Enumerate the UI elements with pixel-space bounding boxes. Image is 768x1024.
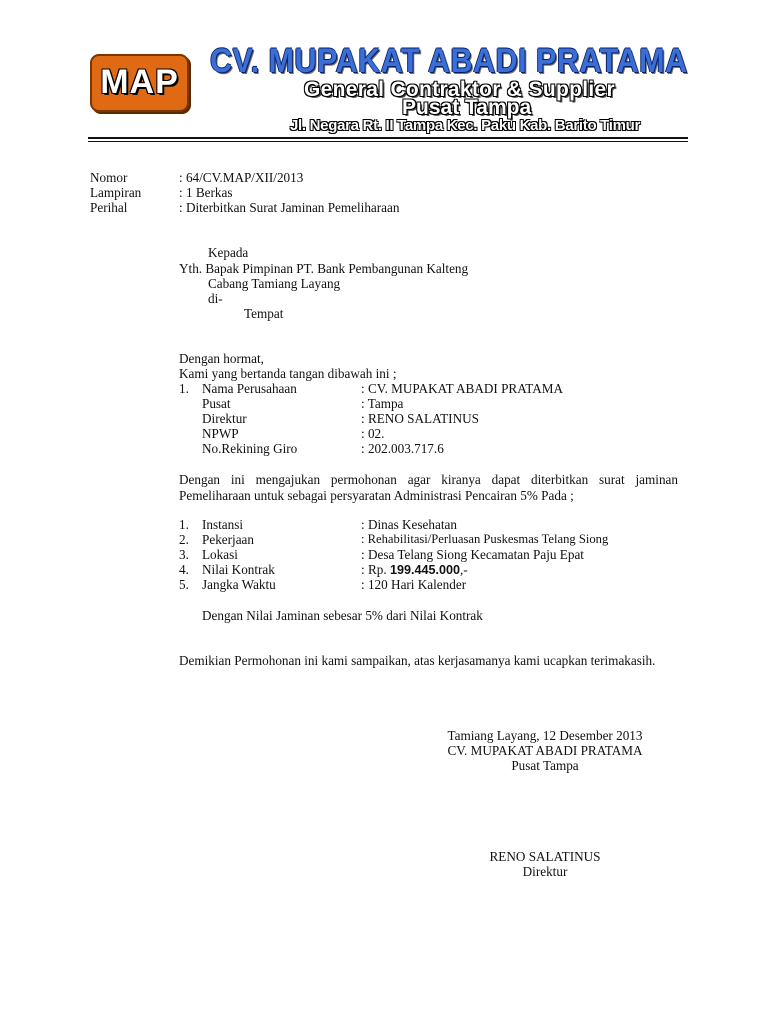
detail-label: Pusat xyxy=(202,396,231,411)
project-num: 4. xyxy=(179,562,189,577)
contract-value-suffix: ,- xyxy=(460,562,468,577)
project-num: 2. xyxy=(179,532,189,547)
contract-value xyxy=(361,562,468,578)
field-value-perihal: : Diterbitkan Surat Jaminan Pemeliharaan xyxy=(179,200,400,215)
addressee-cabang: Cabang Tamiang Layang xyxy=(208,276,341,291)
detail-label: NPWP xyxy=(202,426,239,441)
project-label: Jangka Waktu xyxy=(202,577,276,592)
detail-value: : CV. MUPAKAT ABADI PRATAMA xyxy=(361,381,564,396)
project-num: 3. xyxy=(179,547,189,562)
signature-branch: Pusat Tampa xyxy=(511,758,579,773)
project-value: : Rehabilitasi/Perluasan Puskesmas Telang Siong xyxy=(361,532,609,546)
addressee-di: di- xyxy=(208,291,223,306)
letterhead-rule-thick xyxy=(88,137,688,139)
detail-value: : 02. xyxy=(361,426,385,441)
guarantee-line: Dengan Nilai Jaminan sebesar 5% dari Nilai Kontrak xyxy=(202,608,483,623)
field-label-perihal: Perihal xyxy=(90,200,128,215)
company-address: Jl. Negara Rt. II Tampa Kec. Paku Kab. Barito Timur xyxy=(290,117,641,134)
field-value-nomor: : 64/CV.MAP/XII/2013 xyxy=(179,170,304,185)
signatory-name: RENO SALATINUS xyxy=(489,849,601,864)
detail-value: : 202.003.717.6 xyxy=(361,441,444,456)
detail-value: : RENO SALATINUS xyxy=(361,411,479,426)
field-label-lampiran: Lampiran xyxy=(90,185,142,200)
logo-text: MAP xyxy=(100,63,179,101)
greeting: Dengan hormat, xyxy=(179,351,264,366)
closing-paragraph: Demikian Permohonan ini kami sampaikan, atas kerjasamanya kami ucapkan terimakasih. xyxy=(179,653,656,668)
detail-label: Nama Perusahaan xyxy=(202,381,297,396)
field-value-lampiran: : 1 Berkas xyxy=(179,185,233,200)
request-paragraph: Dengan ini mengajukan permohonan agar kiranya dapat diterbitkan surat jaminan Pemeliharaan untuk sebagai persyaratan Administrasi Pencairan 5% Pada ; xyxy=(179,472,678,503)
field-label-nomor: Nomor xyxy=(90,170,128,185)
signatory-title: Direktur xyxy=(522,864,568,879)
detail-value: : Tampa xyxy=(361,396,404,411)
detail-label: No.Rekining Giro xyxy=(202,441,298,456)
contract-value-amount: 199.445.000 xyxy=(389,563,460,577)
addressee-tempat: Tempat xyxy=(244,306,284,321)
intro-line: Kami yang bertanda tangan dibawah ini ; xyxy=(179,366,397,381)
company-branch: Pusat Tampa xyxy=(402,96,532,119)
project-value: : Dinas Kesehatan xyxy=(361,517,457,532)
detail-num: 1. xyxy=(179,381,189,396)
signature-place-date: Tamiang Layang, 12 Desember 2013 xyxy=(447,728,643,743)
project-value: : Desa Telang Siong Kecamatan Paju Epat xyxy=(361,547,584,562)
letterhead-rule-thin xyxy=(88,141,688,142)
project-label: Nilai Kontrak xyxy=(202,562,275,577)
detail-label: Direktur xyxy=(202,411,247,426)
company-tagline: General Contraktor & Supplier xyxy=(304,78,615,101)
signature-company: CV. MUPAKAT ABADI PRATAMA xyxy=(447,743,643,758)
contract-value-prefix: : Rp. xyxy=(361,562,390,577)
project-label: Instansi xyxy=(202,517,244,532)
project-label: Lokasi xyxy=(202,547,238,562)
addressee-kepada: Kepada xyxy=(208,245,249,260)
project-label: Pekerjaan xyxy=(202,532,254,547)
project-num: 5. xyxy=(179,577,189,592)
project-num: 1. xyxy=(179,517,189,532)
addressee-yth: Yth. Bapak Pimpinan PT. Bank Pembangunan Kalteng xyxy=(179,261,469,276)
company-logo xyxy=(90,54,189,112)
project-value: : 120 Hari Kalender xyxy=(361,577,467,592)
company-name-heading: CV. MUPAKAT ABADI PRATAMA xyxy=(210,42,688,80)
